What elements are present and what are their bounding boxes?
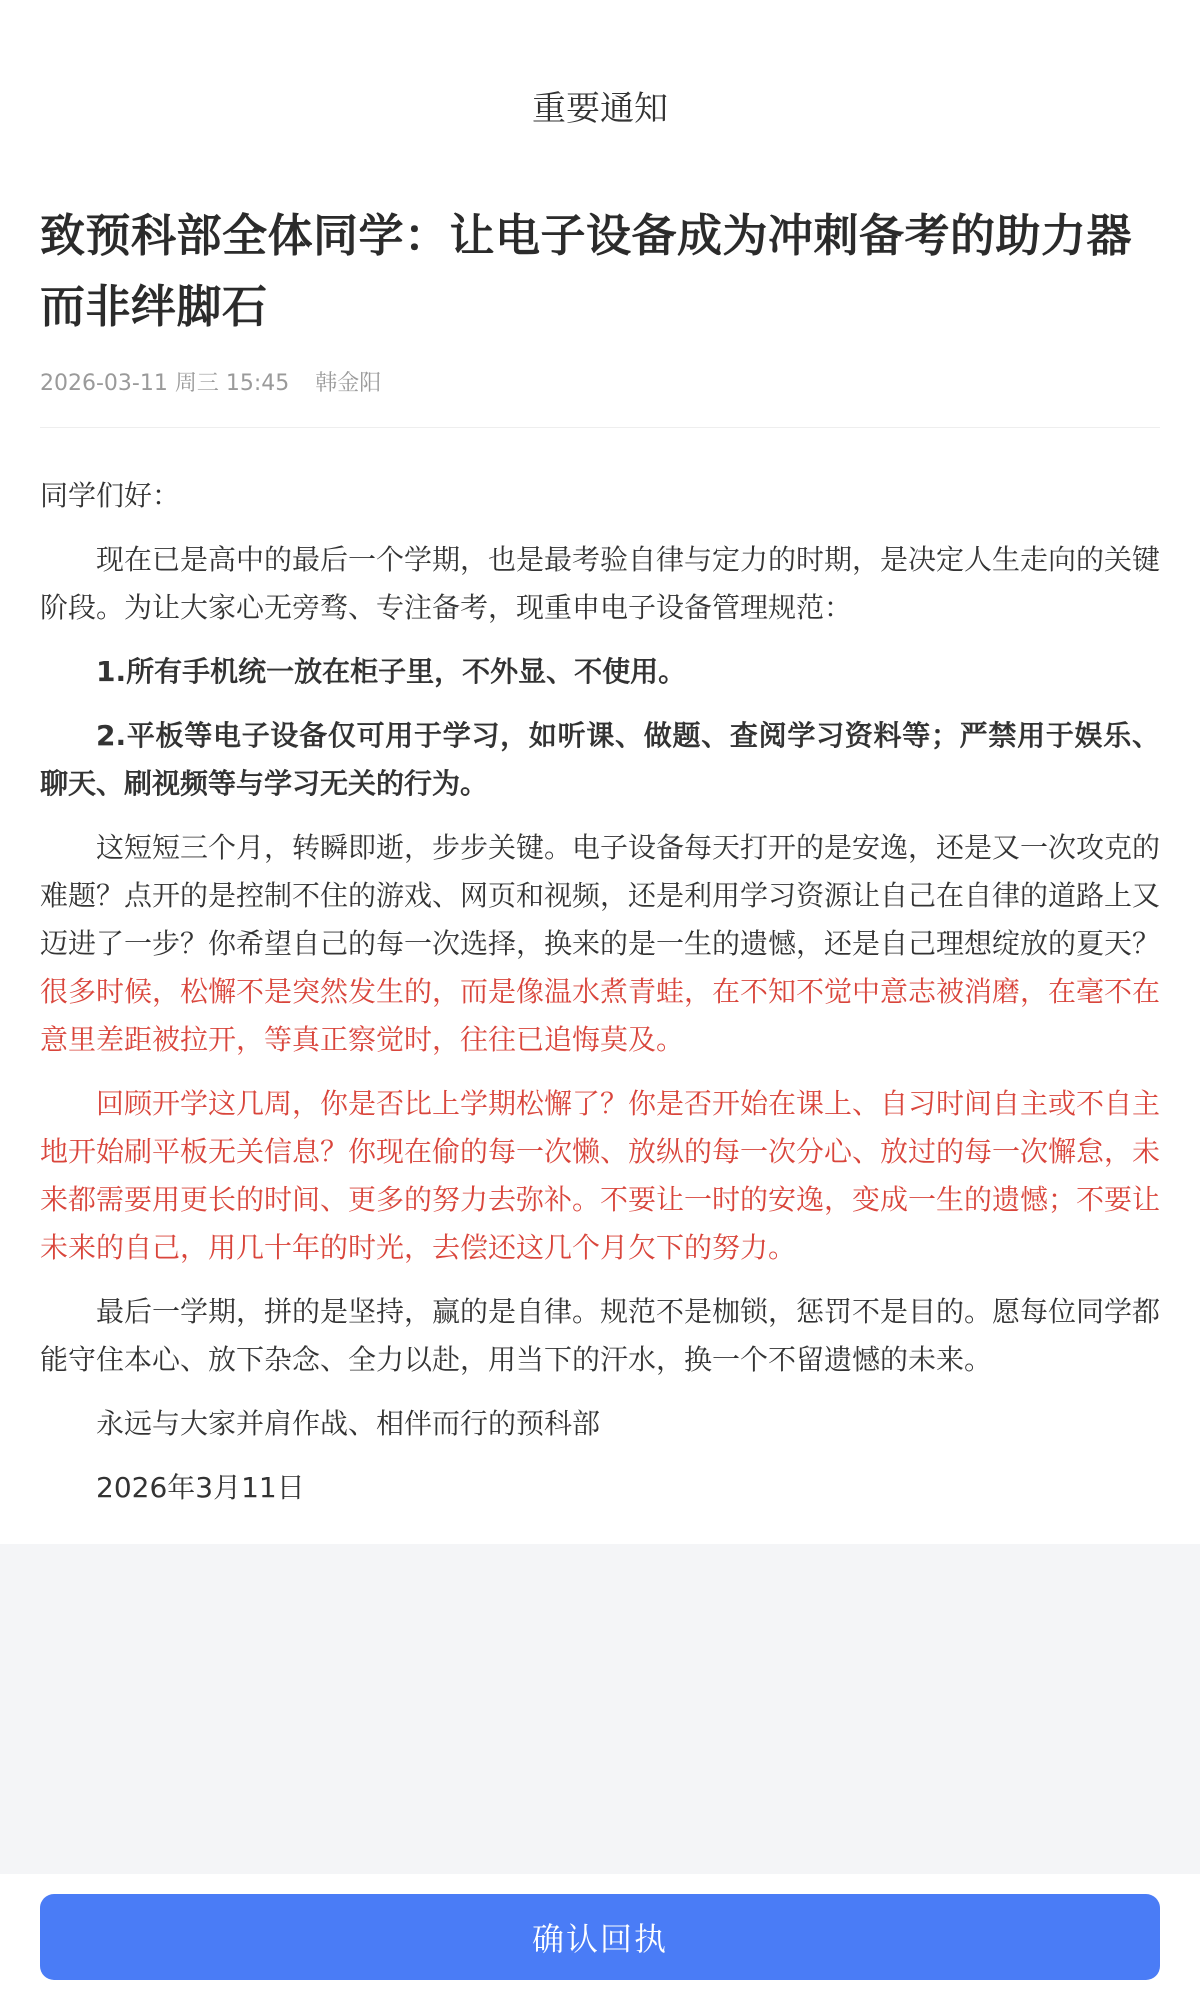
divider — [40, 427, 1160, 428]
publish-date: 2026-03-11 周三 15:45 — [40, 371, 290, 396]
confirm-receipt-button[interactable]: 确认回执 — [40, 1894, 1160, 1980]
empty-area — [0, 1544, 1200, 1874]
author-name: 韩金阳 — [315, 371, 382, 396]
paragraph-3 — [40, 824, 1160, 1064]
footer-bar — [0, 1874, 1200, 2000]
paragraph-5: 最后一学期，拼的是坚持，赢的是自律。规范不是枷锁，惩罚不是目的。愿每位同学都能守住本心、放下杂念、全力以赴，用当下的汗水，换一个不留遗憾的未来。 — [40, 1295, 1161, 1376]
top-bar — [0, 0, 1200, 212]
article-meta — [40, 366, 1160, 397]
greeting: 同学们好： — [40, 479, 181, 512]
rule-2: 2.平板等电子设备仅可用于学习，如听课、做题、查阅学习资料等；严禁用于娱乐、聊天、刷视频等与学习无关的行为。 — [40, 719, 1160, 800]
article-title: 致预科部全体同学：让电子设备成为冲刺备考的助力器而非绊脚石 — [40, 209, 1133, 333]
page-title: 重要通知 — [532, 88, 668, 129]
paragraph-4-highlight: 回顾开学这几周，你是否比上学期松懈了？你是否开始在课上、自习时间自主或不自主地开始刷平板无关信息？你现在偷的每一次懒、放纵的每一次分心、放过的每一次懈怠，未来都需要用更长的时间、更多的努力去弥补。不要让一时的安逸，变成一生的遗憾；不要让未来的自己，用几十年的时光，去偿还这几个月欠下的努力。 — [40, 1087, 1161, 1264]
article — [40, 200, 1160, 1528]
paragraph-intro: 现在已是高中的最后一个学期，也是最考验自律与定力的时期，是决定人生走向的关键阶段。为让大家心无旁骛、专注备考，现重申电子设备管理规范： — [40, 543, 1161, 624]
rule-1: 1.所有手机统一放在柜子里，不外显、不使用。 — [96, 655, 687, 688]
paragraph-3-highlight: 很多时候，松懈不是突然发生的，而是像温水煮青蛙，在不知不觉中意志被消磨，在毫不在意里差距被拉开，等真正察觉时，往往已追悔莫及。 — [40, 975, 1161, 1056]
signature-organization: 永远与大家并肩作战、相伴而行的预科部 — [96, 1407, 601, 1440]
paragraph-3-normal: 这短短三个月，转瞬即逝，步步关键。电子设备每天打开的是安逸，还是又一次攻克的难题？点开的是控制不住的游戏、网页和视频，还是利用学习资源让自己在自律的道路上又迈进了一步？你希望自己的每一次选择，换来的是一生的遗憾，还是自己理想绽放的夏天？ — [40, 831, 1161, 960]
signature-date: 2026年3月11日 — [96, 1471, 305, 1504]
article-body — [40, 472, 1160, 1512]
